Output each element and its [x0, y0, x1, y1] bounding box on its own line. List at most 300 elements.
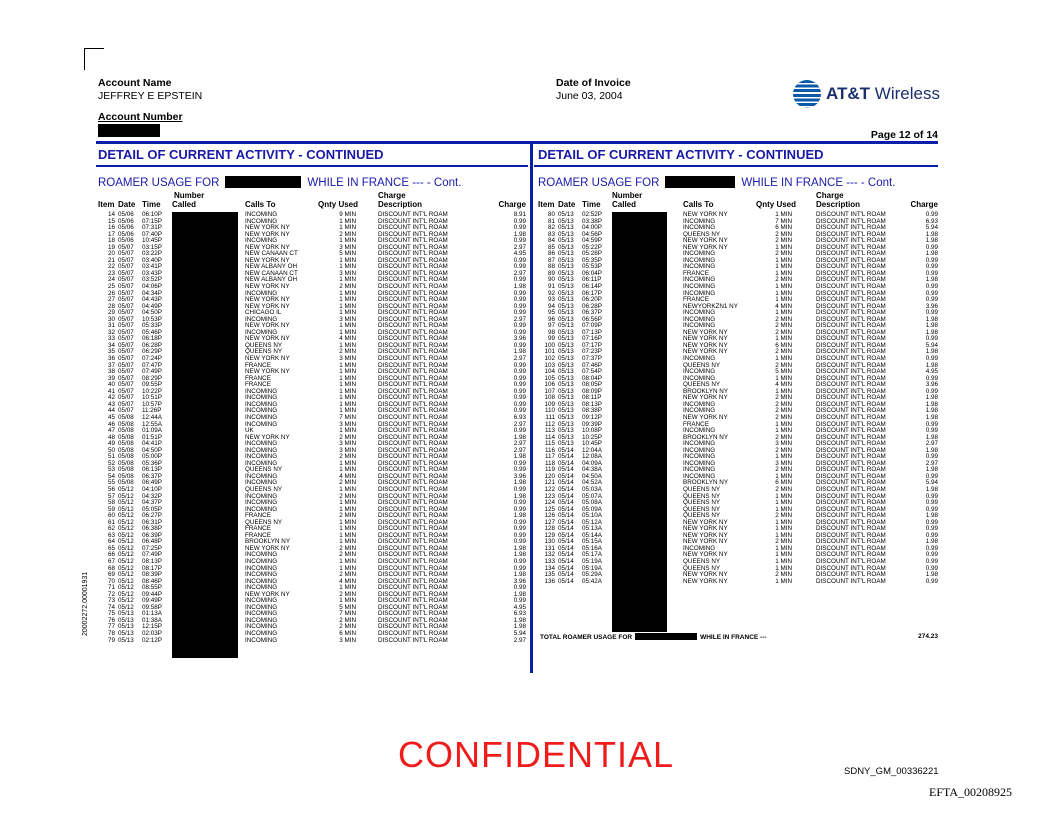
item-number: 105	[544, 374, 555, 382]
item-number: 41	[107, 387, 115, 395]
charge-amount: 0.99	[925, 283, 938, 291]
call-date: 05/14	[558, 512, 574, 520]
qnty-used: 1 MIN	[775, 505, 792, 513]
charge-description: DISCOUNT INT'L ROAM	[816, 551, 886, 559]
charge-description: DISCOUNT INT'L ROAM	[378, 505, 448, 513]
call-time: 08:29P	[142, 374, 162, 382]
charge-amount: 1.98	[925, 394, 938, 402]
calls-to: NEW YORK NY	[683, 335, 728, 343]
col-charge: Charge	[498, 200, 526, 209]
calls-to: INCOMING	[245, 453, 278, 461]
charge-description: DISCOUNT INT'L ROAM	[816, 427, 886, 435]
call-date: 05/13	[558, 341, 574, 349]
qnty-used: 1 MIN	[775, 355, 792, 363]
total-amount: 274.23	[918, 633, 938, 640]
item-number: 54	[107, 472, 115, 480]
charge-description: DISCOUNT INT'L ROAM	[378, 296, 448, 304]
call-time: 04:38A	[582, 466, 602, 474]
qnty-used: 1 MIN	[775, 283, 792, 291]
call-time: 10:22P	[142, 387, 162, 395]
charge-amount: 0.99	[513, 394, 526, 402]
charge-amount: 1.98	[925, 433, 938, 441]
item-number: 87	[547, 256, 555, 264]
call-time: 10:25P	[582, 433, 602, 441]
item-number: 110	[544, 407, 555, 415]
charge-amount: 0.99	[925, 499, 938, 507]
item-number: 109	[544, 400, 555, 408]
qnty-used: 1 MIN	[775, 211, 792, 218]
item-number: 70	[107, 577, 115, 585]
call-time: 04:09A	[582, 459, 602, 467]
charge-description: DISCOUNT INT'L ROAM	[816, 387, 886, 395]
call-time: 08:17P	[142, 564, 162, 572]
item-number: 29	[107, 309, 115, 317]
calls-to: NEW YORK NY	[245, 590, 290, 598]
charge-description: DISCOUNT INT'L ROAM	[378, 355, 448, 363]
charge-description: DISCOUNT INT'L ROAM	[816, 355, 886, 363]
table-row	[538, 579, 938, 586]
charge-description: DISCOUNT INT'L ROAM	[378, 610, 448, 618]
calls-to: INCOMING	[245, 328, 278, 336]
charge-description: DISCOUNT INT'L ROAM	[816, 237, 886, 245]
calls-to: INCOMING	[683, 355, 716, 363]
item-number: 55	[107, 479, 115, 487]
charge-description: DISCOUNT INT'L ROAM	[378, 518, 448, 526]
calls-to: INCOMING	[683, 368, 716, 376]
qnty-used: 1 MIN	[339, 427, 356, 435]
call-date: 05/13	[558, 289, 574, 297]
item-number: 92	[547, 289, 555, 297]
left-roamer-heading	[98, 176, 461, 189]
calls-to: INCOMING	[683, 322, 716, 330]
item-number: 83	[547, 230, 555, 238]
col-time: Time	[142, 200, 161, 209]
calls-to: INCOMING	[683, 276, 716, 284]
calls-to: INCOMING	[683, 250, 716, 258]
charge-amount: 3.96	[513, 335, 526, 343]
charge-amount: 0.99	[513, 557, 526, 565]
calls-to: UK	[245, 427, 254, 435]
charge-description: DISCOUNT INT'L ROAM	[816, 453, 886, 461]
charge-amount: 0.99	[925, 387, 938, 395]
call-time: 07:37P	[582, 355, 602, 363]
qnty-used: 3 MIN	[339, 420, 356, 428]
item-number: 88	[547, 263, 555, 271]
call-time: 10:45P	[142, 237, 162, 245]
charge-amount: 0.99	[925, 335, 938, 343]
qnty-used: 1 MIN	[775, 577, 792, 585]
item-number: 43	[107, 400, 115, 408]
charge-description: DISCOUNT INT'L ROAM	[378, 328, 448, 336]
charge-description: DISCOUNT INT'L ROAM	[816, 492, 886, 500]
call-date: 05/12	[118, 557, 134, 565]
call-date: 05/07	[118, 407, 134, 415]
call-date: 05/13	[558, 348, 574, 356]
calls-to: INCOMING	[683, 427, 716, 435]
call-date: 05/14	[558, 544, 574, 552]
charge-description: DISCOUNT INT'L ROAM	[378, 571, 448, 579]
qnty-used: 1 MIN	[339, 394, 356, 402]
right-section-title: DETAIL OF CURRENT ACTIVITY - CONTINUED	[538, 147, 824, 162]
charge-amount: 0.99	[513, 485, 526, 493]
charge-description: DISCOUNT INT'L ROAM	[816, 341, 886, 349]
charge-description: DISCOUNT INT'L ROAM	[378, 525, 448, 533]
charge-description: DISCOUNT INT'L ROAM	[378, 577, 448, 585]
call-time: 07:09P	[582, 322, 602, 330]
charge-amount: 0.99	[513, 374, 526, 382]
qnty-used: 1 MIN	[339, 289, 356, 297]
charge-description: DISCOUNT INT'L ROAM	[816, 577, 886, 585]
item-number: 119	[544, 466, 555, 474]
calls-to: INCOMING	[245, 315, 278, 323]
item-number: 125	[544, 505, 555, 513]
charge-amount: 0.99	[925, 525, 938, 533]
call-time: 08:05P	[582, 381, 602, 389]
charge-description: DISCOUNT INT'L ROAM	[816, 472, 886, 480]
calls-to: NEW YORK NY	[683, 577, 728, 585]
qnty-used: 1 MIN	[339, 387, 356, 395]
call-time: 12:55A	[142, 420, 162, 428]
qnty-used: 1 MIN	[775, 256, 792, 264]
qnty-used: 1 MIN	[775, 525, 792, 533]
call-date: 05/12	[118, 531, 134, 539]
call-time: 10:45P	[582, 440, 602, 448]
call-date: 05/14	[558, 525, 574, 533]
qnty-used: 6 MIN	[775, 224, 792, 232]
charge-amount: 1.98	[513, 283, 526, 291]
charge-amount: 2.97	[513, 243, 526, 251]
call-date: 05/13	[558, 427, 574, 435]
call-time: 04:50A	[582, 472, 602, 480]
calls-to: BROOKLYN NY	[245, 538, 291, 546]
call-time: 09:39P	[582, 420, 602, 428]
call-date: 05/13	[558, 315, 574, 323]
charge-description: DISCOUNT INT'L ROAM	[816, 289, 886, 297]
qnty-used: 2 MIN	[775, 361, 792, 369]
call-time: 02:52P	[582, 211, 602, 218]
calls-to: INCOMING	[245, 630, 278, 637]
qnty-used: 1 MIN	[339, 538, 356, 546]
calls-to: INCOMING	[245, 505, 278, 513]
charge-description: DISCOUNT INT'L ROAM	[378, 531, 448, 539]
item-number: 42	[107, 394, 115, 402]
qnty-used: 1 MIN	[339, 276, 356, 284]
call-time: 07:23P	[582, 348, 602, 356]
item-number: 77	[107, 623, 115, 631]
calls-to: NEW YORK NY	[245, 243, 290, 251]
call-date: 05/07	[118, 269, 134, 277]
charge-amount: 0.99	[925, 505, 938, 513]
qnty-used: 1 MIN	[775, 492, 792, 500]
qnty-used: 1 MIN	[775, 453, 792, 461]
charge-description: DISCOUNT INT'L ROAM	[816, 499, 886, 507]
qnty-used: 2 MIN	[775, 571, 792, 579]
charge-amount: 0.99	[513, 328, 526, 336]
item-number: 21	[107, 256, 115, 264]
item-number: 100	[544, 341, 555, 349]
qnty-used: 1 MIN	[339, 557, 356, 565]
call-time: 05:08A	[582, 499, 602, 507]
charge-description: DISCOUNT INT'L ROAM	[816, 302, 886, 310]
charge-amount: 0.99	[513, 499, 526, 507]
item-number: 73	[107, 597, 115, 605]
call-time: 07:49P	[142, 551, 162, 559]
charge-description: DISCOUNT INT'L ROAM	[378, 256, 448, 264]
item-number: 30	[107, 315, 115, 323]
qnty-used: 2 MIN	[775, 250, 792, 258]
charge-amount: 0.99	[513, 597, 526, 605]
item-number: 14	[107, 211, 115, 218]
qnty-used: 2 MIN	[775, 276, 792, 284]
call-time: 07:25P	[142, 544, 162, 552]
qnty-used: 1 MIN	[775, 472, 792, 480]
call-date: 05/08	[118, 446, 134, 454]
charge-description: DISCOUNT INT'L ROAM	[816, 571, 886, 579]
call-date: 05/07	[118, 322, 134, 330]
qnty-used: 1 MIN	[339, 499, 356, 507]
right-activity-table	[538, 212, 938, 585]
charge-amount: 1.98	[513, 616, 526, 624]
qnty-used: 2 MIN	[775, 394, 792, 402]
item-number: 15	[107, 217, 115, 225]
charge-description: DISCOUNT INT'L ROAM	[816, 400, 886, 408]
charge-amount: 2.97	[513, 315, 526, 323]
item-number: 94	[547, 302, 555, 310]
charge-amount: 0.99	[925, 557, 938, 565]
item-number: 34	[107, 341, 115, 349]
item-number: 72	[107, 590, 115, 598]
charge-amount: 0.99	[513, 341, 526, 349]
qnty-used: 1 MIN	[339, 217, 356, 225]
total-prefix: TOTAL ROAMER USAGE FOR	[540, 634, 633, 641]
charge-description: DISCOUNT INT'L ROAM	[378, 302, 448, 310]
charge-amount: 0.99	[513, 276, 526, 284]
item-number: 128	[544, 525, 555, 533]
charge-description: DISCOUNT INT'L ROAM	[378, 564, 448, 572]
call-time: 03:15P	[142, 243, 162, 251]
charge-description: DISCOUNT INT'L ROAM	[378, 361, 448, 369]
calls-to: FRANCE	[245, 531, 271, 539]
col-charge-top: Charge	[816, 191, 844, 200]
call-time: 12:44A	[142, 413, 162, 421]
call-date: 05/07	[118, 263, 134, 271]
col-calls-to: Calls To	[245, 200, 276, 209]
charge-description: DISCOUNT INT'L ROAM	[816, 230, 886, 238]
call-date: 05/13	[558, 361, 574, 369]
call-time: 05:35P	[582, 256, 602, 264]
call-date: 05/13	[558, 322, 574, 330]
calls-to: NEW YORK NY	[245, 224, 290, 232]
charge-description: DISCOUNT INT'L ROAM	[378, 544, 448, 552]
charge-amount: 2.97	[513, 269, 526, 277]
call-time: 08:04P	[582, 374, 602, 382]
qnty-used: 1 MIN	[775, 518, 792, 526]
call-date: 05/12	[118, 485, 134, 493]
call-time: 04:43P	[142, 296, 162, 304]
qnty-used: 4 MIN	[339, 472, 356, 480]
call-time: 06:27P	[142, 512, 162, 520]
calls-to: NEW YORK NY	[245, 368, 290, 376]
calls-to: FRANCE	[683, 420, 709, 428]
left-activity-table	[98, 212, 526, 644]
call-date: 05/07	[118, 256, 134, 264]
item-number: 120	[544, 472, 555, 480]
call-date: 05/14	[558, 459, 574, 467]
charge-amount: 2.97	[513, 420, 526, 428]
item-number: 51	[107, 453, 115, 461]
qnty-used: 1 MIN	[775, 544, 792, 552]
call-date: 05/06	[118, 230, 134, 238]
call-date: 05/14	[558, 479, 574, 487]
call-date: 05/07	[118, 283, 134, 291]
charge-description: DISCOUNT INT'L ROAM	[378, 250, 448, 258]
charge-description: DISCOUNT INT'L ROAM	[816, 381, 886, 389]
calls-to: INCOMING	[683, 400, 716, 408]
call-time: 07:17P	[582, 341, 602, 349]
call-date: 05/07	[118, 374, 134, 382]
item-number: 49	[107, 440, 115, 448]
qnty-used: 1 MIN	[339, 531, 356, 539]
qnty-used: 2 MIN	[775, 446, 792, 454]
number-redaction	[665, 176, 735, 188]
qnty-used: 2 MIN	[339, 492, 356, 500]
call-date: 05/14	[558, 538, 574, 546]
calls-to: INCOMING	[683, 309, 716, 317]
item-number: 26	[107, 289, 115, 297]
call-date: 05/08	[118, 459, 134, 467]
call-time: 05:29A	[582, 571, 602, 579]
call-time: 05:16A	[582, 544, 602, 552]
call-time: 07:40P	[142, 230, 162, 238]
qnty-used: 1 MIN	[775, 374, 792, 382]
call-time: 10:57P	[142, 400, 162, 408]
qnty-used: 6 MIN	[339, 630, 356, 637]
calls-to: NEW YORK NY	[683, 413, 728, 421]
item-number: 27	[107, 296, 115, 304]
att-wireless-logo	[793, 80, 940, 108]
calls-to: NEW YORK NY	[683, 328, 728, 336]
charge-amount: 1.98	[513, 551, 526, 559]
calls-to: INCOMING	[245, 610, 278, 618]
qnty-used: 7 MIN	[775, 217, 792, 225]
call-time: 10:51P	[142, 394, 162, 402]
call-date: 05/14	[558, 446, 574, 454]
qnty-used: 2 MIN	[775, 315, 792, 323]
calls-to: INCOMING	[245, 499, 278, 507]
charge-amount: 0.99	[513, 289, 526, 297]
calls-to: INCOMING	[245, 577, 278, 585]
charge-amount: 0.99	[925, 309, 938, 317]
call-date: 05/13	[558, 256, 574, 264]
charge-amount: 6.93	[513, 413, 526, 421]
qnty-used: 1 MIN	[775, 309, 792, 317]
call-time: 06:11P	[582, 276, 602, 284]
item-number: 64	[107, 538, 115, 546]
call-time: 09:55P	[142, 381, 162, 389]
item-number: 20	[107, 250, 115, 258]
qnty-used: 3 MIN	[339, 446, 356, 454]
calls-to: INCOMING	[245, 217, 278, 225]
qnty-used: 1 MIN	[339, 263, 356, 271]
charge-amount: 2.97	[513, 636, 526, 644]
charge-amount: 0.99	[513, 407, 526, 415]
calls-to: INCOMING	[245, 446, 278, 454]
item-number: 103	[544, 361, 555, 369]
qnty-used: 7 MIN	[339, 610, 356, 618]
qnty-used: 1 MIN	[339, 400, 356, 408]
charge-description: DISCOUNT INT'L ROAM	[378, 472, 448, 480]
qnty-used: 2 MIN	[775, 400, 792, 408]
charge-amount: 0.99	[925, 256, 938, 264]
item-number: 134	[544, 564, 555, 572]
call-date: 05/06	[118, 224, 134, 232]
calls-to: NEW YORK NY	[245, 544, 290, 552]
item-number: 108	[544, 394, 555, 402]
charge-description: DISCOUNT INT'L ROAM	[816, 479, 886, 487]
roamer-prefix: ROAMER USAGE FOR	[538, 177, 660, 189]
call-time: 06:13P	[142, 466, 162, 474]
charge-description: DISCOUNT INT'L ROAM	[816, 243, 886, 251]
calls-to: INCOMING	[245, 479, 278, 487]
charge-description: DISCOUNT INT'L ROAM	[378, 394, 448, 402]
item-number: 127	[544, 518, 555, 526]
call-time: 05:12A	[582, 518, 602, 526]
charge-description: DISCOUNT INT'L ROAM	[816, 466, 886, 474]
item-number: 81	[547, 217, 555, 225]
qnty-used: 1 MIN	[339, 328, 356, 336]
col-date: Date	[118, 200, 136, 209]
call-date: 05/14	[558, 453, 574, 461]
calls-to: QUEENS NY	[683, 361, 721, 369]
call-date: 05/13	[558, 394, 574, 402]
charge-description: DISCOUNT INT'L ROAM	[816, 328, 886, 336]
charge-amount: 0.99	[513, 263, 526, 271]
calls-to: NEW YORK NY	[683, 531, 728, 539]
call-date: 05/13	[558, 296, 574, 304]
qnty-used: 2 MIN	[339, 512, 356, 520]
charge-description: DISCOUNT INT'L ROAM	[816, 440, 886, 448]
item-number: 93	[547, 296, 555, 304]
item-number: 63	[107, 531, 115, 539]
calls-to: INCOMING	[683, 446, 716, 454]
item-number: 36	[107, 355, 115, 363]
call-date: 05/06	[118, 237, 134, 245]
qnty-used: 2 MIN	[339, 551, 356, 559]
call-time: 08:09P	[582, 387, 602, 395]
call-date: 05/07	[118, 400, 134, 408]
col-date: Date	[558, 200, 576, 209]
item-number: 99	[547, 335, 555, 343]
qnty-used: 2 MIN	[339, 571, 356, 579]
calls-to: NEW YORK NY	[245, 433, 290, 441]
call-time: 06:17P	[582, 289, 602, 297]
charge-description: DISCOUNT INT'L ROAM	[378, 289, 448, 297]
charge-description: DISCOUNT INT'L ROAM	[378, 538, 448, 546]
call-time: 05:00P	[142, 453, 162, 461]
qnty-used: 1 MIN	[775, 427, 792, 435]
charge-description: DISCOUNT INT'L ROAM	[816, 250, 886, 258]
calls-to: INCOMING	[245, 394, 278, 402]
calls-to: NEW ALBANY OH	[245, 276, 298, 284]
charge-amount: 0.99	[513, 302, 526, 310]
call-date: 05/13	[558, 302, 574, 310]
call-time: 01:51P	[142, 433, 162, 441]
item-number: 47	[107, 427, 115, 435]
calls-to: INCOMING	[683, 407, 716, 415]
qnty-used: 1 MIN	[339, 466, 356, 474]
call-time: 05:28P	[582, 250, 602, 258]
charge-description: DISCOUNT INT'L ROAM	[378, 407, 448, 415]
